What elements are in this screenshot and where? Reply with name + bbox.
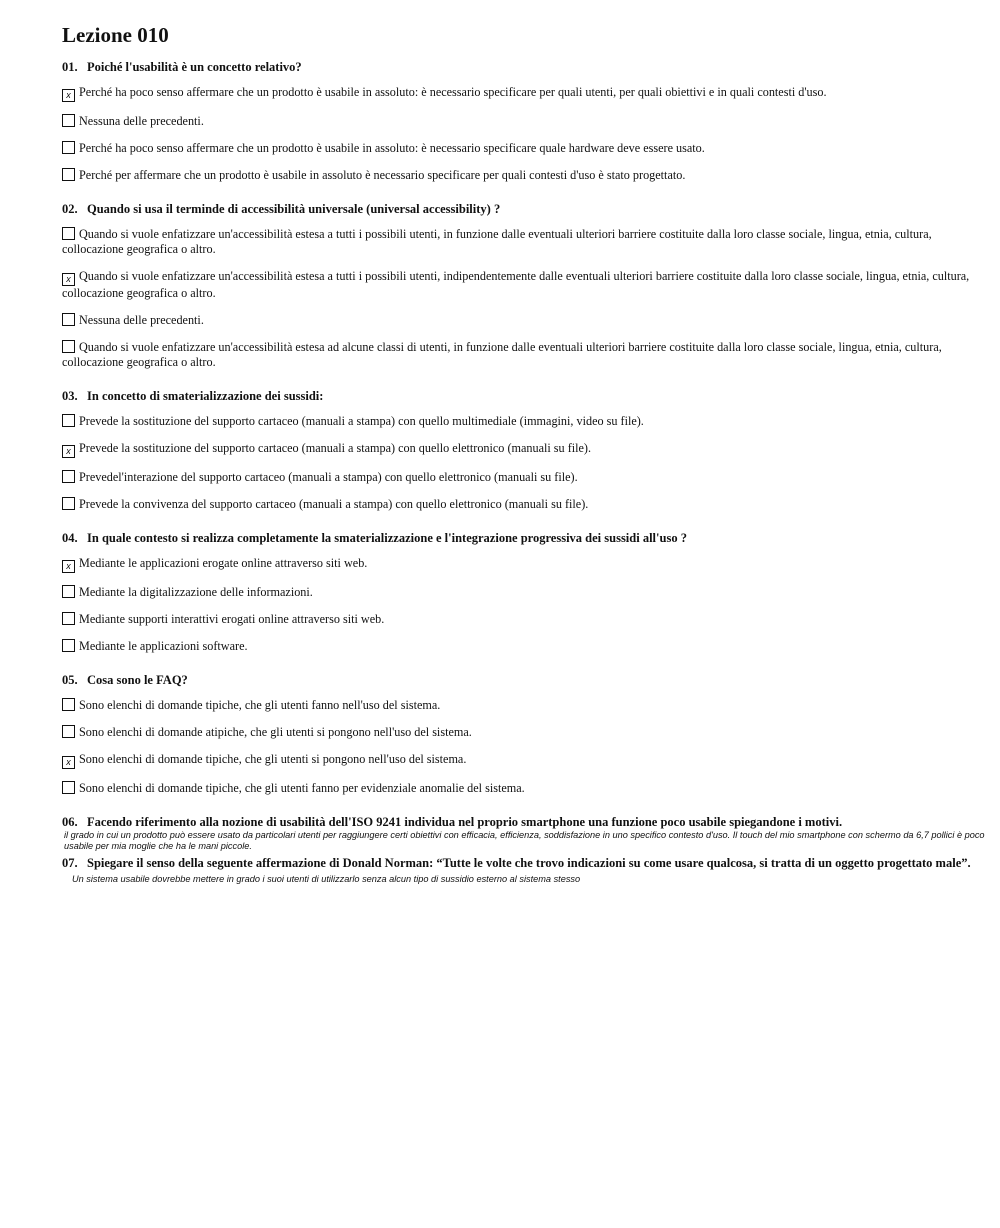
checkbox[interactable] <box>62 114 75 127</box>
question-number: 04. <box>62 531 78 545</box>
answer-option[interactable] <box>62 470 982 485</box>
question-2 <box>62 202 982 370</box>
option-text: Nessuna delle precedenti. <box>79 313 204 327</box>
open-question-7 <box>62 856 982 885</box>
written-answer: il grado in cui un prodotto può essere usato da particolari utenti per raggiungere certi obiettivi con efficacia, efficienza, soddisfazione in uno specifico contesto d'uso. Il touch del mio smartphone con schermo da 6,7 pollici è poco usabile per mia moglie che ha le mani piccole. <box>64 830 985 851</box>
option-text: Sono elenchi di domande tipiche, che gli utenti fanno per evidenziale anomalie del sistema. <box>79 781 525 795</box>
checked-checkbox[interactable]: x <box>62 89 75 102</box>
question-number: 02. <box>62 202 78 216</box>
answer-option[interactable] <box>62 612 982 627</box>
question-text: Spiegare il senso della seguente affermazione di Donald Norman: “Tutte le volte che trovo indicazioni su come usare qualcosa, si tratta di un oggetto progettato male”. <box>87 856 971 870</box>
answer-option[interactable] <box>62 313 982 328</box>
option-text: Sono elenchi di domande tipiche, che gli utenti fanno nell'uso del sistema. <box>79 698 441 712</box>
option-text: Quando si vuole enfatizzare un'accessibilità estesa a tutti i possibili utenti, in funzione dalle eventuali ulteriori barriere costituite dalla loro classe sociale, lingua, etnia, cultura, collocazione geografica o altro. <box>62 227 932 256</box>
checkbox[interactable] <box>62 497 75 510</box>
checkbox[interactable] <box>62 414 75 427</box>
written-answer: Un sistema usabile dovrebbe mettere in grado i suoi utenti di utilizzarlo senza alcun tipo di sussidio esterno al sistema stesso <box>72 874 581 884</box>
option-text: Quando si vuole enfatizzare un'accessibilità estesa ad alcune classi di utenti, in funzione dalle eventuali ulteriori barriere costituite dalla loro classe sociale, lingua, etnia, cultura, collocazione geografica o altro. <box>62 340 942 369</box>
option-text: Mediante la digitalizzazione delle informazioni. <box>79 585 313 599</box>
document-page <box>62 22 985 889</box>
page-title: Lezione 010 <box>62 23 169 47</box>
checked-checkbox[interactable]: x <box>62 273 75 286</box>
question-text: In quale contesto si realizza completamente la smaterializzazione e l'integrazione progressiva dei sussidi all'uso ? <box>87 531 687 545</box>
option-text: Prevede la sostituzione del supporto cartaceo (manuali a stampa) con quello elettronico (manuali su file). <box>79 441 592 455</box>
question-heading <box>62 531 982 546</box>
checkbox[interactable] <box>62 612 75 625</box>
question-heading <box>62 673 982 688</box>
option-text: Mediante le applicazioni software. <box>79 639 248 653</box>
question-3 <box>62 389 982 512</box>
checked-checkbox[interactable]: x <box>62 756 75 769</box>
checked-checkbox[interactable]: x <box>62 445 75 458</box>
answer-option[interactable] <box>62 698 982 713</box>
question-number: 01. <box>62 60 78 74</box>
question-number: 06. <box>62 815 78 829</box>
checkbox[interactable] <box>62 585 75 598</box>
answer-option[interactable] <box>62 585 982 600</box>
question-heading <box>62 389 982 404</box>
checkbox[interactable] <box>62 227 75 240</box>
answer-option[interactable] <box>62 781 982 796</box>
answer-option[interactable] <box>62 227 982 257</box>
answer-option[interactable] <box>62 141 982 156</box>
checkbox[interactable] <box>62 781 75 794</box>
question-4 <box>62 531 982 654</box>
checkbox[interactable] <box>62 470 75 483</box>
answer-option[interactable] <box>62 269 982 301</box>
answer-option[interactable] <box>62 441 982 458</box>
option-text: Perché ha poco senso affermare che un prodotto è usabile in assoluto: è necessario specificare per quali utenti, per quali obiettivi e in quali contesti d'uso. <box>79 85 827 99</box>
checkbox[interactable] <box>62 141 75 154</box>
question-text: Poiché l'usabilità è un concetto relativo? <box>87 60 302 74</box>
checkbox[interactable] <box>62 340 75 353</box>
question-text: Quando si usa il terminde di accessibilità universale (universal accessibility) ? <box>87 202 501 216</box>
option-text: Sono elenchi di domande tipiche, che gli utenti si pongono nell'uso del sistema. <box>79 752 467 766</box>
answer-option[interactable] <box>62 556 982 573</box>
open-question-6 <box>62 815 985 852</box>
option-text: Mediante le applicazioni erogate online attraverso siti web. <box>79 556 368 570</box>
answer-option[interactable] <box>62 497 982 512</box>
question-heading <box>62 202 982 217</box>
question-heading <box>62 856 982 871</box>
question-text: In concetto di smaterializzazione dei sussidi: <box>87 389 324 403</box>
answer-option[interactable] <box>62 639 982 654</box>
option-text: Sono elenchi di domande atipiche, che gli utenti si pongono nell'uso del sistema. <box>79 725 472 739</box>
question-list <box>62 60 982 796</box>
answer-option[interactable] <box>62 752 982 769</box>
checkbox[interactable] <box>62 313 75 326</box>
question-text: Cosa sono le FAQ? <box>87 673 188 687</box>
answer-option[interactable] <box>62 725 982 740</box>
answer-option[interactable] <box>62 85 982 102</box>
question-heading <box>62 815 982 830</box>
answer-option[interactable] <box>62 340 982 370</box>
checked-checkbox[interactable]: x <box>62 560 75 573</box>
option-text: Perché ha poco senso affermare che un prodotto è usabile in assoluto: è necessario specificare quale hardware deve essere usato. <box>79 141 705 155</box>
checkbox[interactable] <box>62 168 75 181</box>
checkbox[interactable] <box>62 639 75 652</box>
option-text: Prevedel'interazione del supporto cartaceo (manuali a stampa) con quello elettronico (manuali su file). <box>79 470 578 484</box>
option-text: Quando si vuole enfatizzare un'accessibilità estesa a tutti i possibili utenti, indipendentemente dalle eventuali ulteriori barriere costituite dalla loro classe sociale, lingua, etnia, cultura, collocazione geografica o altro. <box>62 269 970 300</box>
option-text: Mediante supporti interattivi erogati online attraverso siti web. <box>79 612 385 626</box>
answer-option[interactable] <box>62 414 982 429</box>
checkbox[interactable] <box>62 698 75 711</box>
question-1 <box>62 60 982 183</box>
answer-option[interactable] <box>62 114 982 129</box>
option-text: Nessuna delle precedenti. <box>79 114 204 128</box>
option-text: Prevede la sostituzione del supporto cartaceo (manuali a stampa) con quello multimediale (immagini, video su file). <box>79 414 644 428</box>
option-text: Perché per affermare che un prodotto è usabile in assoluto è necessario specificare per quali contesti d'uso è stato progettato. <box>79 168 686 182</box>
option-text: Prevede la convivenza del supporto cartaceo (manuali a stampa) con quello elettronico (manuali su file). <box>79 497 589 511</box>
question-number: 03. <box>62 389 78 403</box>
open-question-list <box>62 815 985 885</box>
checkbox[interactable] <box>62 725 75 738</box>
answer-option[interactable] <box>62 168 982 183</box>
question-number: 05. <box>62 673 78 687</box>
question-heading <box>62 60 982 75</box>
question-5 <box>62 673 982 796</box>
question-number: 07. <box>62 856 78 870</box>
question-text: Facendo riferimento alla nozione di usabilità dell'ISO 9241 individua nel proprio smartphone una funzione poco usabile spiegandone i motivi. <box>87 815 843 829</box>
